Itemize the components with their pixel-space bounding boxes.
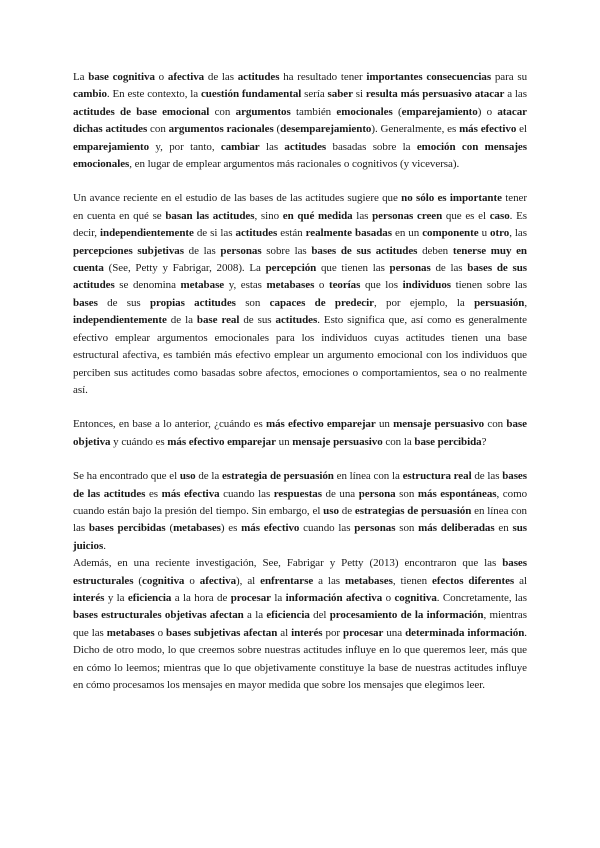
text-run: en: [494, 522, 513, 535]
bold-term: más espontáneas: [417, 487, 497, 500]
bold-term: basan las actitudes: [165, 209, 255, 222]
text-run: de la: [195, 470, 222, 483]
bold-term: independientemente: [100, 227, 194, 240]
text-run: deben: [417, 244, 453, 257]
bold-term: procesar: [343, 626, 384, 639]
text-run: de las: [183, 244, 221, 257]
bold-term: actitudes: [235, 227, 278, 240]
text-run: sobre las: [261, 244, 312, 257]
text-run: tienen sobre las: [451, 279, 527, 292]
bold-term: emparejamiento: [73, 140, 150, 153]
text-run: con: [484, 418, 507, 431]
text-run: son: [395, 522, 419, 535]
text-run: La: [73, 71, 89, 83]
bold-term: más efectivo emparejar: [265, 418, 376, 431]
bold-term: enfrentarse: [260, 574, 314, 587]
bold-term: cognitiva: [142, 574, 185, 587]
text-run: tener en cuenta en qué se: [73, 192, 527, 222]
bold-term: atacar dichas actitudes: [73, 105, 527, 136]
text-run: ,: [524, 296, 528, 309]
text-run: se denomina: [114, 279, 181, 292]
text-run: sería: [301, 88, 328, 101]
bold-term: estructura real: [402, 470, 472, 483]
text-run: , tienen: [392, 574, 433, 587]
bold-term: mensaje persuasivo: [292, 435, 383, 448]
bold-term: bases percibidas: [88, 522, 166, 535]
bold-term: bases: [73, 296, 98, 309]
text-run: , como cuando están bajo la presión del tiempo. Sin embargo, el: [73, 487, 528, 517]
bold-term: emocionales: [336, 105, 393, 118]
bold-term: capaces de predecir: [269, 296, 374, 309]
text-run: y, por tanto,: [149, 140, 221, 153]
text-run: ), al: [236, 574, 261, 587]
text-run: Entonces, en base a lo anterior, ¿cuándo es: [73, 418, 266, 431]
text-run: en línea con las: [73, 504, 527, 535]
bold-term: emoción con mensajes emocionales: [73, 140, 527, 171]
bold-term: metabase: [180, 279, 225, 292]
bold-term: personas creen: [372, 209, 443, 222]
text-run: el: [516, 123, 527, 136]
text-run: las: [352, 209, 373, 222]
bold-term: metabases: [266, 279, 315, 292]
bold-term: base real: [196, 314, 240, 327]
text-run: . Concretamente, las: [436, 591, 527, 604]
text-run: de sus: [239, 314, 276, 327]
bold-term: bases de sus actitudes: [311, 244, 418, 257]
text-run: de si las: [193, 227, 236, 240]
bold-term: percepciones subjetivas: [73, 244, 184, 257]
bold-term: base cognitiva: [88, 71, 155, 83]
text-run: (: [392, 105, 402, 118]
bold-term: persuasión: [474, 296, 525, 309]
bold-term: afectiva: [199, 574, 237, 587]
bold-term: cambio: [73, 88, 107, 101]
text-run: las: [259, 140, 285, 153]
bold-term: bases subjetivas afectan: [166, 626, 278, 639]
text-run: , en lugar de emplear argumentos más racionales o cognitivos (y viceversa).: [129, 158, 460, 171]
text-run: un: [275, 435, 293, 448]
bold-term: metabases: [173, 522, 221, 535]
bold-term: bases estructurales: [73, 557, 527, 587]
bold-term: percepción: [265, 262, 317, 275]
text-run: . Esto significa que, así como es generalmente efectivo emplear argumentos emocionales para los individuos cuyas actitudes tienen una base estructural afectiva, es también más efectivo emplear un argumento emocional con los individuos que perciben sus actitudes como basadas sobre afectos, emociones o comportamientos, sea o no realmente así.: [73, 314, 527, 396]
text-run: que es el: [442, 209, 490, 222]
text-run: y la: [104, 591, 128, 604]
text-run: basadas sobre la: [326, 140, 417, 153]
bold-term: metabases: [106, 626, 155, 639]
text-run: están: [277, 227, 306, 240]
text-run: para su: [491, 71, 528, 83]
text-run: de las: [204, 71, 238, 83]
paragraph-estrategia: [73, 468, 527, 555]
bold-term: más efectiva: [161, 487, 220, 500]
text-run: , las: [509, 227, 527, 240]
bold-term: metabases: [344, 574, 393, 587]
text-run: también: [290, 105, 337, 118]
bold-term: sus juicios: [73, 522, 527, 552]
paragraph-pregunta: [73, 416, 527, 451]
bold-term: argumentos racionales: [168, 123, 274, 136]
text-run: de sus: [97, 296, 150, 309]
text-run: ha resultado tener: [279, 71, 367, 83]
text-run: , mientras que las: [73, 609, 527, 639]
text-run: en un: [391, 227, 423, 240]
bold-term: efectos diferentes: [432, 574, 515, 587]
bold-term: resulta más persuasivo atacar: [365, 88, 505, 101]
bold-term: independientemente: [73, 314, 167, 327]
bold-term: eficiencia: [266, 609, 310, 622]
bold-term: base percibida: [414, 435, 482, 448]
bold-term: realmente basadas: [305, 227, 392, 240]
text-run: del: [309, 609, 330, 622]
bold-term: interés: [291, 626, 323, 639]
bold-term: estrategia de persuasión: [221, 470, 334, 483]
text-run: o: [314, 279, 329, 292]
bold-term: mensaje persuasivo: [393, 418, 485, 431]
bold-term: teorías: [328, 279, 361, 292]
bold-term: personas: [354, 522, 396, 535]
text-run: o: [382, 591, 395, 604]
bold-term: otro: [490, 227, 510, 240]
bold-term: base objetiva: [73, 418, 527, 448]
text-run: y cuándo es: [110, 435, 168, 448]
text-run: son: [235, 296, 270, 309]
paragraph-avance-reciente: [73, 190, 527, 399]
bold-term: personas: [389, 262, 431, 275]
text-run: de la: [166, 314, 197, 327]
bold-term: más efectivo emparejar: [167, 435, 276, 448]
text-run: . Dicho de otro modo, lo que creemos sobre nuestras actitudes influye en lo que queremos leer, más que en cómo lo leemos; mientras que lo que objetivamente constituye la base de nuestras actitudes influye en cómo procesamos los mensajes en mayor medida que sobre los mensajes que elegimos leer.: [73, 626, 527, 691]
text-run: ) o: [477, 105, 498, 118]
bold-term: cognitiva: [394, 591, 437, 604]
bold-term: actitudes de base emocional: [73, 105, 210, 118]
text-run: (See, Petty y Fabrigar, 2008). La: [103, 262, 266, 275]
bold-term: componente: [422, 227, 479, 240]
text-run: a las: [313, 574, 345, 587]
text-run: con: [147, 123, 169, 136]
text-run: ). Generalmente, es: [371, 123, 460, 136]
bold-term: individuos: [402, 279, 451, 292]
bold-term: emparejamiento: [401, 105, 478, 118]
bold-term: afectiva: [167, 71, 205, 83]
text-run: (: [133, 574, 143, 587]
text-run: a las: [504, 88, 527, 101]
text-run: un: [375, 418, 394, 431]
text-run: con: [209, 105, 236, 118]
bold-term: caso: [489, 209, 510, 222]
text-run: cuando las: [299, 522, 355, 535]
bold-term: bases de las actitudes: [73, 470, 527, 500]
text-run: por: [322, 626, 344, 639]
bold-term: estrategias de persuasión: [354, 504, 472, 517]
text-run: a la: [243, 609, 267, 622]
text-run: . En este contexto, la: [106, 88, 201, 101]
bold-term: bases de sus actitudes: [73, 262, 527, 292]
bold-term: no sólo es importante: [401, 192, 502, 205]
text-run: (: [165, 522, 174, 535]
text-run: con la: [382, 435, 415, 448]
text-run: cuando las: [219, 487, 274, 500]
bold-term: procesamiento de la información: [329, 609, 484, 622]
bold-term: más deliberadas: [418, 522, 495, 535]
text-run: al: [277, 626, 292, 639]
bold-term: respuestas: [273, 487, 322, 500]
bold-term: propias actitudes: [149, 296, 236, 309]
bold-term: eficiencia: [127, 591, 172, 604]
text-run: u: [478, 227, 491, 240]
text-run: Además, en una reciente investigación, See, Fabrigar y Petty (2013) encontraron que las: [73, 557, 503, 570]
bold-term: interés: [73, 591, 105, 604]
text-run: Un avance reciente en el estudio de las bases de las actitudes sugiere que: [73, 192, 402, 205]
bold-term: más efectivo: [459, 123, 517, 136]
bold-term: información afectiva: [285, 591, 383, 604]
text-run: al: [514, 574, 527, 587]
text-run: una: [383, 626, 406, 639]
text-run: de las: [471, 470, 503, 483]
text-run: que los: [360, 279, 403, 292]
bold-term: uso: [323, 504, 339, 517]
text-run: a la hora de: [171, 591, 231, 604]
bold-term: personas: [220, 244, 262, 257]
bold-term: uso: [179, 470, 196, 483]
bold-term: importantes consecuencias: [366, 71, 492, 83]
paragraph-investigacion: [73, 555, 527, 694]
text-run: (: [273, 123, 281, 136]
text-run: la: [271, 591, 286, 604]
text-run: son: [395, 487, 418, 500]
bold-term: desemparejamiento: [280, 123, 372, 136]
text-run: o: [184, 574, 200, 587]
bold-term: cambiar: [220, 140, 260, 153]
bold-term: cuestión fundamental: [200, 88, 302, 101]
text-run: , por ejemplo, la: [373, 296, 475, 309]
text-run: que tienen las: [316, 262, 390, 275]
bold-term: bases estructurales objetivas afectan: [73, 609, 244, 622]
bold-term: tenerse muy en cuenta: [73, 244, 528, 275]
bold-term: determinada información: [405, 626, 525, 639]
text-run: Se ha encontrado que el: [73, 470, 180, 483]
bold-term: procesar: [230, 591, 272, 604]
bold-term: actitudes: [237, 71, 280, 83]
text-run: ?: [481, 435, 487, 448]
text-run: .: [103, 539, 106, 552]
text-run: o: [154, 71, 168, 83]
text-run: , sino: [254, 209, 283, 222]
bold-term: persona: [358, 487, 396, 500]
text-run: ) es: [220, 522, 242, 535]
bold-term: saber: [327, 88, 353, 101]
bold-term: en qué medida: [282, 209, 353, 222]
text-run: si: [352, 88, 366, 101]
text-run: y, estas: [224, 279, 267, 292]
bold-term: argumentos: [235, 105, 291, 118]
bold-term: más efectivo: [241, 522, 300, 535]
text-run: de: [338, 504, 355, 517]
bold-term: actitudes: [275, 314, 318, 327]
text-run: de las: [430, 262, 468, 275]
bold-term: actitudes: [284, 140, 327, 153]
text-run: es: [145, 487, 162, 500]
text-run: en línea con la: [333, 470, 403, 483]
text-run: . Es decir,: [73, 209, 527, 240]
text-run: de una: [322, 487, 359, 500]
text-run: o: [154, 626, 167, 639]
paragraph-base-cognitiva: [73, 69, 527, 173]
